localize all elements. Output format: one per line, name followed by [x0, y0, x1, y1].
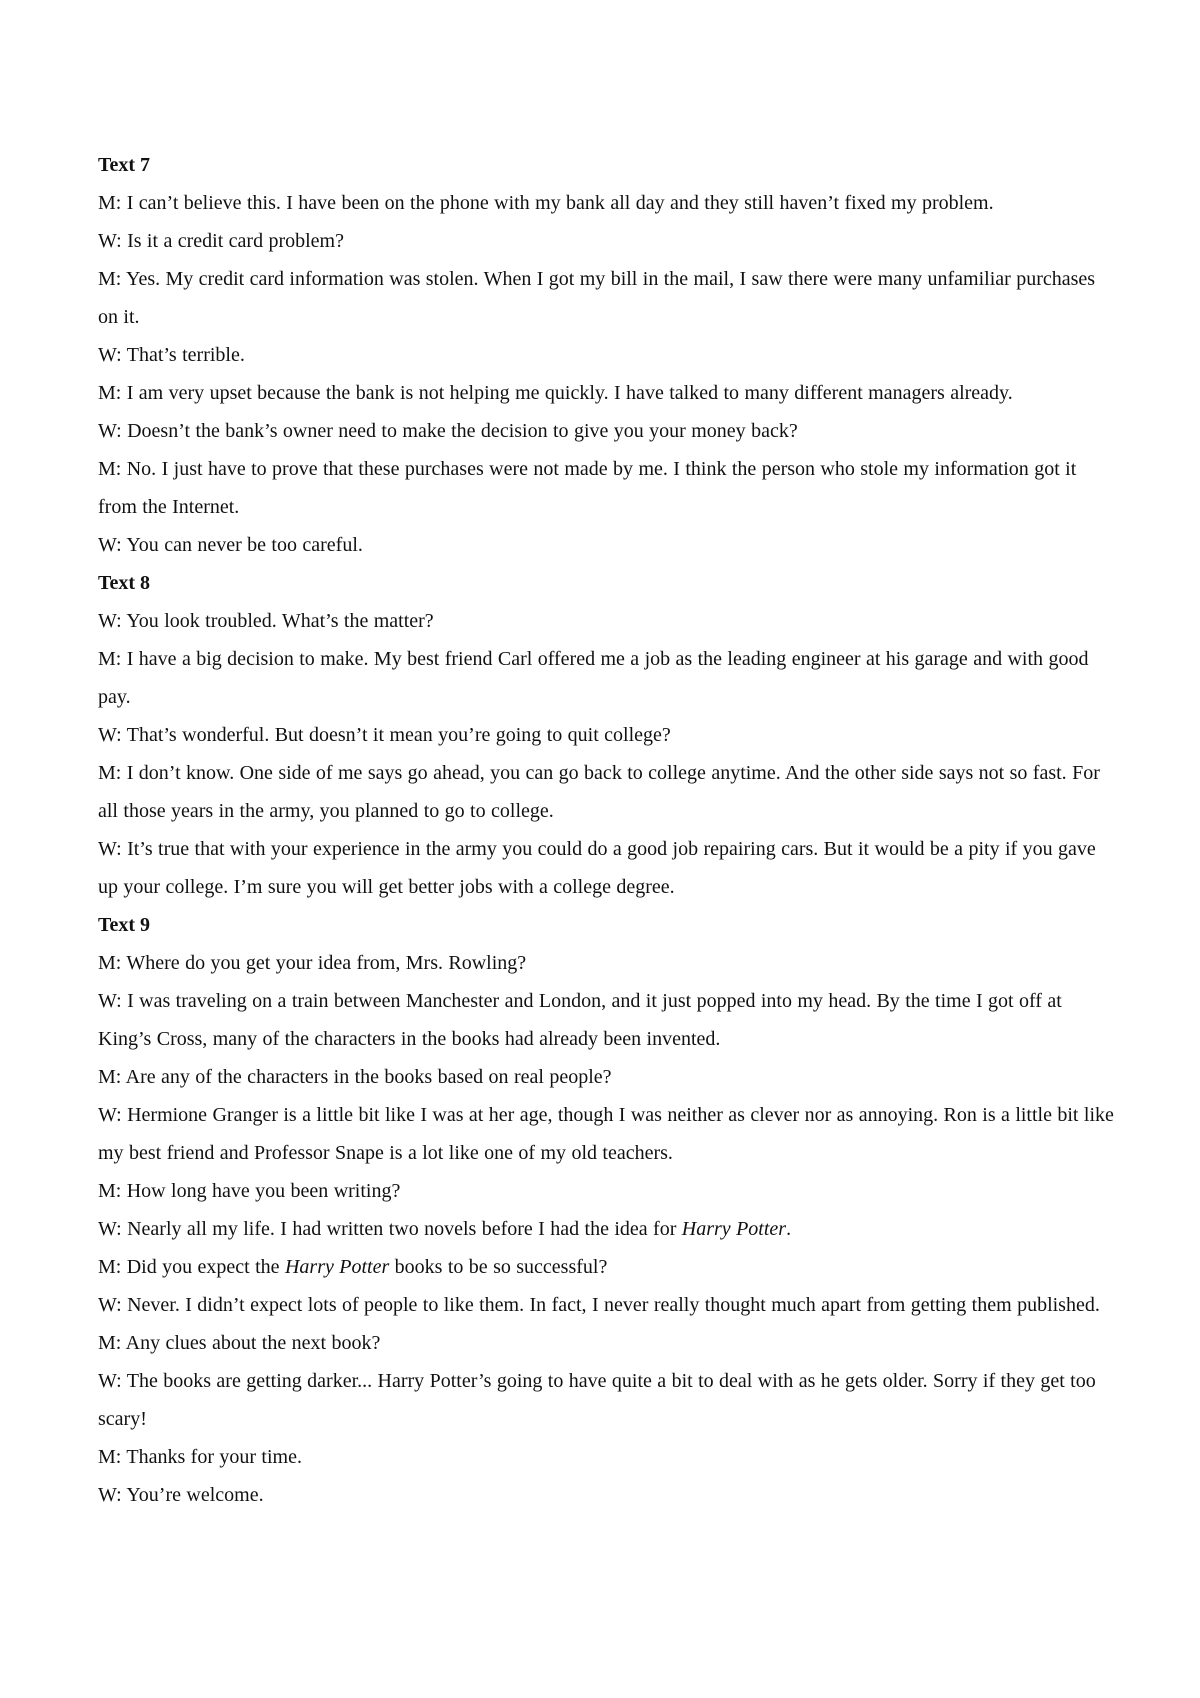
book-title: Harry Potter	[681, 1218, 787, 1240]
line-text: W: Nearly all my life. I had written two novels before I had the idea for	[98, 1218, 682, 1240]
dialogue-line: W: You look troubled. What’s the matter?	[98, 610, 434, 632]
dialogue-line: W: It’s true that with your experience in the army you could do a good job repairing cars. But it would be a pity if you gave up your college. I’m sure you will get better jobs with a college degree.	[98, 838, 1096, 898]
dialogue-line: W: Is it a credit card problem?	[98, 230, 344, 252]
line-text: .	[786, 1218, 792, 1240]
dialogue-line: W: Doesn’t the bank’s owner need to make the decision to give you your money back?	[98, 420, 798, 442]
dialogue-line: M: Thanks for your time.	[98, 1446, 302, 1468]
line-text: M: Did you expect the	[98, 1256, 285, 1278]
transcript-body	[98, 146, 1118, 1514]
dialogue-line	[98, 1210, 1118, 1248]
section-heading-text-9: Text 9	[98, 914, 151, 936]
dialogue-line: M: No. I just have to prove that these purchases were not made by me. I think the person who stole my information got it from the Internet.	[98, 458, 1077, 518]
dialogue-line	[98, 1248, 1118, 1286]
dialogue-line: M: Where do you get your idea from, Mrs. Rowling?	[98, 952, 527, 974]
section-heading-text-7: Text 7	[98, 154, 151, 176]
section-heading-text-8: Text 8	[98, 572, 151, 594]
dialogue-line: M: I am very upset because the bank is not helping me quickly. I have talked to many different managers already.	[98, 382, 1013, 404]
dialogue-line: M: I don’t know. One side of me says go ahead, you can go back to college anytime. And the other side says not so fast. For all those years in the army, you planned to go to college.	[98, 762, 1100, 822]
dialogue-line: M: Any clues about the next book?	[98, 1332, 381, 1354]
dialogue-line: M: I have a big decision to make. My best friend Carl offered me a job as the leading engineer at his garage and with good pay.	[98, 648, 1089, 708]
dialogue-line: W: The books are getting darker... Harry Potter’s going to have quite a bit to deal with as he gets older. Sorry if they get too scary!	[98, 1370, 1096, 1430]
dialogue-line: W: Hermione Granger is a little bit like I was at her age, though I was neither as clever nor as annoying. Ron is a little bit like my best friend and Professor Snape is a lot like one of my old teachers.	[98, 1104, 1114, 1164]
dialogue-line: W: That’s wonderful. But doesn’t it mean you’re going to quit college?	[98, 724, 671, 746]
dialogue-line: W: You’re welcome.	[98, 1484, 264, 1506]
dialogue-line: M: Yes. My credit card information was stolen. When I got my bill in the mail, I saw there were many unfamiliar purchases on it.	[98, 268, 1096, 328]
dialogue-line: W: You can never be too careful.	[98, 534, 363, 556]
dialogue-line: M: How long have you been writing?	[98, 1180, 401, 1202]
dialogue-line: W: I was traveling on a train between Manchester and London, and it just popped into my head. By the time I got off at King’s Cross, many of the characters in the books had already been invented.	[98, 990, 1062, 1050]
dialogue-line: M: Are any of the characters in the books based on real people?	[98, 1066, 612, 1088]
line-text: books to be so successful?	[389, 1256, 608, 1278]
book-title: Harry Potter	[284, 1256, 390, 1278]
dialogue-line: M: I can’t believe this. I have been on the phone with my bank all day and they still haven’t fixed my problem.	[98, 192, 994, 214]
dialogue-line: W: That’s terrible.	[98, 344, 245, 366]
dialogue-line: W: Never. I didn’t expect lots of people to like them. In fact, I never really thought much apart from getting them published.	[98, 1294, 1100, 1316]
